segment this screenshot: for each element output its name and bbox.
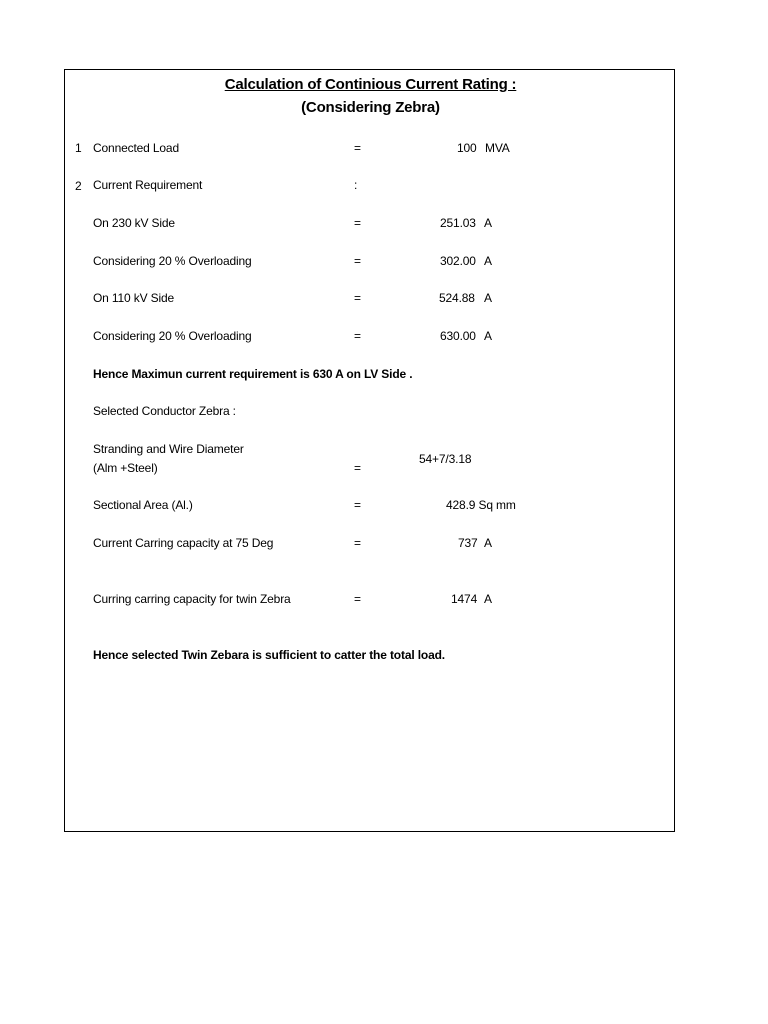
sectional-area-value: 428.9 Sq mm [446, 498, 516, 512]
capacity-unit: A [484, 536, 492, 550]
connected-load-label: Connected Load [93, 141, 179, 155]
connected-load-sep: = [354, 141, 361, 155]
twin-capacity-sep: = [354, 592, 361, 606]
capacity-value: 737 [458, 536, 478, 550]
hv-side-label: On 230 kV Side [93, 216, 175, 230]
lv-side-label: On 110 kV Side [93, 291, 175, 305]
hv-overload-unit: A [484, 254, 492, 268]
lv-overload-label: Considering 20 % Overloading [93, 329, 252, 343]
max-current-conclusion: Hence Maximun current requirement is 630 A on LV Side . [93, 367, 413, 381]
hv-side-sep: = [354, 216, 361, 230]
stranding-sep: = [354, 461, 361, 475]
lv-overload-unit: A [484, 329, 492, 343]
stranding-label-line-1: Stranding and Wire Diameter [93, 442, 244, 456]
sectional-area-label: Sectional Area (Al.) [93, 498, 193, 512]
lv-side-value: 524.88 [439, 291, 475, 305]
twin-capacity-label: Curring carring capacity for twin Zebra [93, 592, 291, 606]
stranding-label-line-2: (Alm +Steel) [93, 461, 158, 475]
stranding-value: 54+7/3.18 [419, 452, 472, 466]
title-line-1: Calculation of Continious Current Rating : [224, 76, 517, 93]
hv-overload-sep: = [354, 254, 361, 268]
lv-side-sep: = [354, 291, 361, 305]
sectional-area-sep: = [354, 498, 361, 512]
capacity-sep: = [354, 536, 361, 550]
connected-load-unit: MVA [485, 141, 510, 155]
capacity-label: Current Carring capacity at 75 Deg [93, 536, 274, 550]
row-number-1: 1 [75, 141, 82, 155]
hv-side-unit: A [484, 216, 492, 230]
row-number-2: 2 [75, 179, 82, 193]
lv-side-unit: A [484, 291, 492, 305]
twin-capacity-value: 1474 [451, 592, 478, 606]
title-line-2: (Considering Zebra) [301, 99, 440, 116]
selected-conductor-heading: Selected Conductor Zebra : [93, 404, 236, 418]
final-conclusion: Hence selected Twin Zebara is sufficient to catter the total load. [93, 648, 445, 662]
current-requirement-label: Current Requirement [93, 178, 203, 192]
calculation-sheet [64, 69, 675, 832]
hv-overload-value: 302.00 [440, 254, 476, 268]
connected-load-value: 100 [457, 141, 477, 155]
lv-overload-value: 630.00 [440, 329, 476, 343]
lv-overload-sep: = [354, 329, 361, 343]
hv-side-value: 251.03 [440, 216, 476, 230]
current-requirement-sep: : [354, 178, 358, 192]
hv-overload-label: Considering 20 % Overloading [93, 254, 252, 268]
twin-capacity-unit: A [484, 592, 492, 606]
